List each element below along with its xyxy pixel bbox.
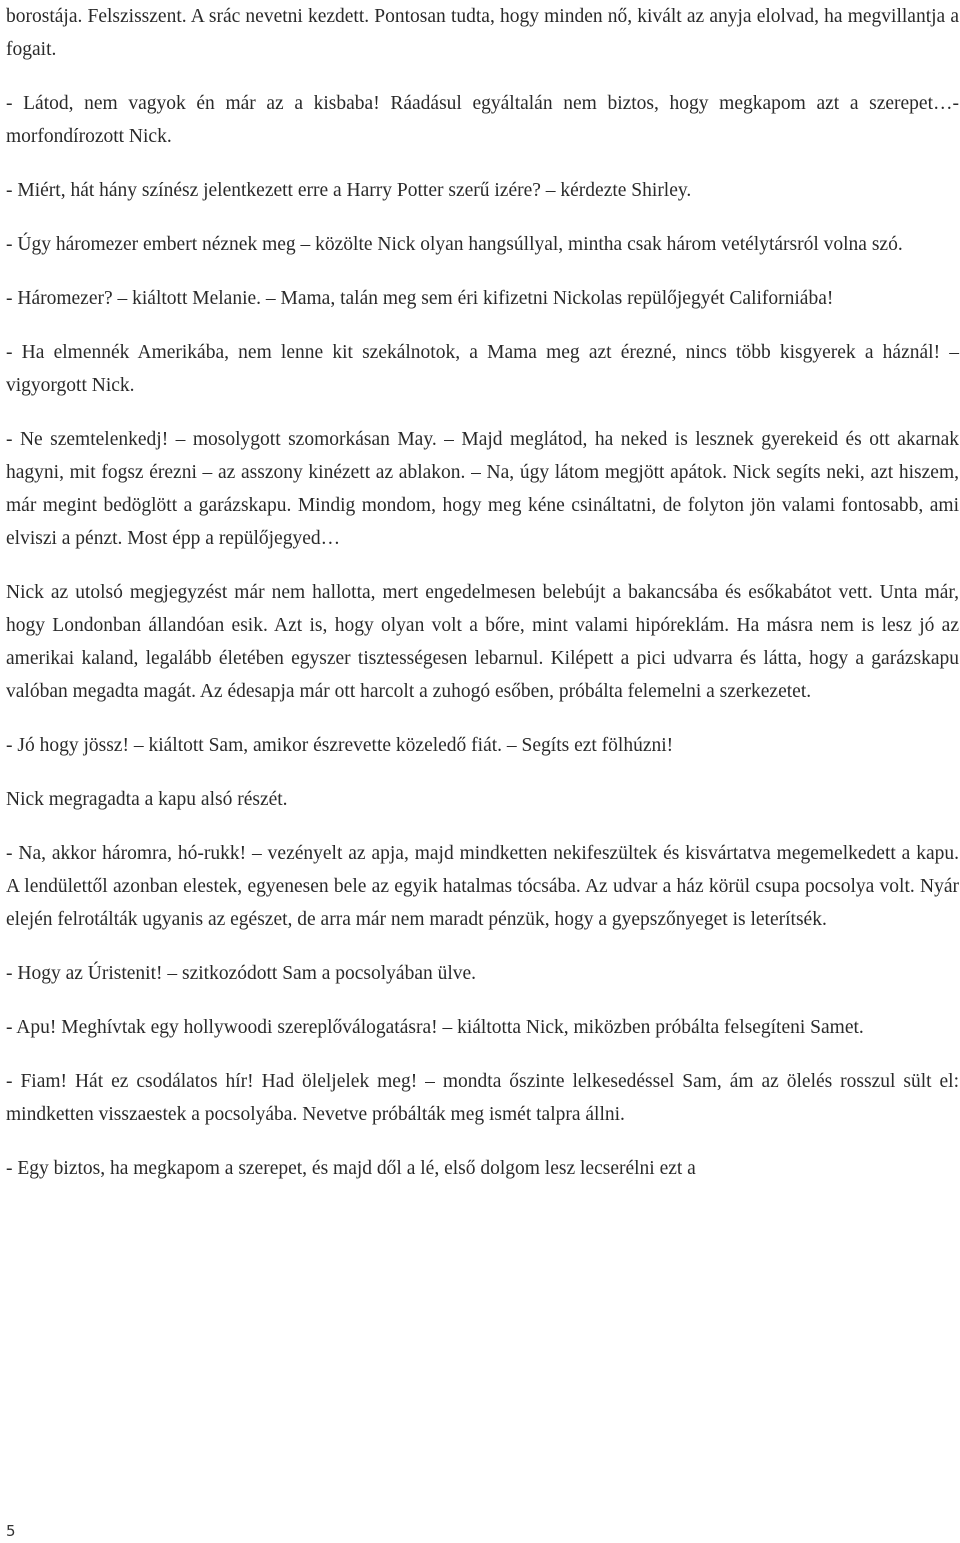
paragraph-11: - Na, akkor háromra, hó-rukk! – vezényelt az apja, majd mindketten nekifeszültek és kisvártatva megemelkedett a kapu. A lendülettől azonban elestek, egyenesen bele az egyik hatalmas tócsába. Az udvar a ház körül csupa pocsolya volt. Nyár elején felrotálták ugyanis az egészet, de arra már nem maradt pénzük, hogy a gyepszőnyeget is leterítsék. (6, 843, 959, 930)
paragraph-2: - Látod, nem vagyok én már az a kisbaba! Ráadásul egyáltalán nem biztos, hogy megkapom azt a szerepet…- morfondírozott Nick. (6, 93, 959, 147)
paragraph-6: - Ha elmennék Amerikába, nem lenne kit szekálnotok, a Mama meg azt érezné, nincs több kisgyerek a háznál! – vigyorgott Nick. (6, 342, 959, 396)
paragraph-10: Nick megragadta a kapu alsó részét. (6, 789, 288, 810)
paragraph-14: - Fiam! Hát ez csodálatos hír! Had öleljelek meg! – mondta őszinte lelkesedéssel Sam, ám az ölelés rosszul sült el: mindketten visszaestek a pocsolyába. Nevetve próbálták meg ismét talpra állni. (6, 1071, 959, 1125)
paragraph-12: - Hogy az Úristenit! – szitkozódott Sam a pocsolyában ülve. (6, 963, 477, 984)
paragraph-7: - Ne szemtelenkedj! – mosolygott szomorkásan May. – Majd meglátod, ha neked is lesznek gyerekeid és ott akarnak hagyni, mit fogsz érezni – az asszony kinézett az ablakon. – Na, úgy látom megjött apátok. Nick segíts neki, azt hiszem, már megint bedöglött a garázskapu. Mindig mondom, hogy meg kéne csináltatni, de folyton jön valami fontosabb, ami elviszi a pénzt. Most épp a repülőjegyed… (6, 429, 959, 549)
paragraph-4: - Úgy háromezer embert néznek meg – közölte Nick olyan hangsúllyal, mintha csak három vetélytársról volna szó. (6, 234, 903, 255)
paragraph-3: - Miért, hát hány színész jelentkezett erre a Harry Potter szerű izére? – kérdezte Shirley. (6, 180, 692, 201)
paragraph-8: Nick az utolsó megjegyzést már nem hallotta, mert engedelmesen belebújt a bakancsába és esőkabátot vett. Unta már, hogy Londonban állandóan esik. Azt is, hogy olyan volt a bőre, mint valami hipóreklám. Ha másra nem is lesz jó az amerikai kaland, legalább életében egyszer tisztességesen lebarnul. Kilépett a pici udvarra és látta, hogy a garázskapu valóban megadta magát. Az édesapja már ott harcolt a zuhogó esőben, próbálta felemelni a szerkezetet. (6, 582, 959, 702)
paragraph-5: - Háromezer? – kiáltott Melanie. – Mama, talán meg sem éri kifizetni Nickolas repülőjegyét Californiába! (6, 288, 834, 309)
paragraph-9: - Jó hogy jössz! – kiáltott Sam, amikor észrevette közeledő fiát. – Segíts ezt fölhúzni! (6, 735, 674, 756)
page-number: 5 (6, 1522, 16, 1540)
paragraph-13: - Apu! Meghívtak egy hollywoodi szereplőválogatásra! – kiáltotta Nick, miközben próbálta felsegíteni Samet. (6, 1017, 864, 1038)
paragraph-1: borostája. Felszisszent. A srác nevetni kezdett. Pontosan tudta, hogy minden nő, kivált az anyja elolvad, ha megvillantja a fogait. (6, 6, 959, 60)
paragraph-15: - Egy biztos, ha megkapom a szerepet, és majd dől a lé, első dolgom lesz lecserélni ezt a (6, 1158, 696, 1179)
document-page (6, 0, 959, 1206)
